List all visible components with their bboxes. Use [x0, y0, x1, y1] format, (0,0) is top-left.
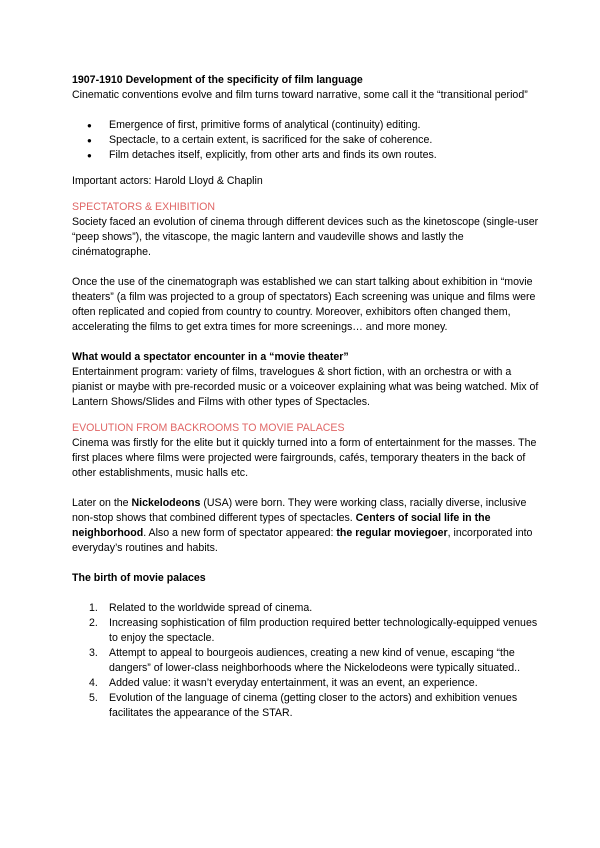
subheading-spectator-encounter: What would a spectator encounter in a “movie theater”: [72, 351, 349, 363]
section-1-intro: Cinematic conventions evolve and film turns toward narrative, some call it the “transitional period”: [72, 89, 528, 101]
list-text: Increasing sophistication of film production required better technologically-equipped venues to enjoy the spectacle.: [109, 617, 538, 644]
text-run: , incorporated into everyday’s routines and habits.: [72, 527, 533, 554]
section-1-heading: 1907-1910 Development of the specificity of film language: [72, 74, 363, 86]
list-number: 2.: [89, 617, 98, 629]
subheading-movie-palaces: The birth of movie palaces: [72, 572, 206, 584]
bullet-list: [72, 118, 540, 163]
list-item: [72, 646, 540, 676]
paragraph: Cinema was firstly for the elite but it quickly turned into a form of entertainment for the masses. The first places where films were projected were fairgrounds, cafés, temporary theaters in the back of other establishments, music halls etc.: [72, 437, 537, 479]
list-item: ● Emergence of first, primitive forms of analytical (continuity) editing.: [72, 118, 540, 133]
list-item: ● Film detaches itself, explicitly, from other arts and finds its own routes.: [72, 148, 540, 163]
list-text: Attempt to appeal to bourgeois audiences, creating a new kind of venue, escaping “the dangers” of lower-class neighborhoods where the Nickelodeons were typically situated..: [109, 647, 521, 674]
text-run: . Also a new form of spectator appeared:: [143, 527, 337, 539]
term-centers-social-life: Centers of social life in the neighborhood: [72, 512, 491, 539]
list-item: [72, 616, 540, 646]
term-nickelodeons: Nickelodeons: [131, 497, 201, 509]
paragraph: Society faced an evolution of cinema through different devices such as the kinetoscope (single-user “peep shows”), the vitascope, the magic lantern and vaudeville shows and lastly the cinématographe.: [72, 216, 539, 258]
list-text: Added value: it wasn’t everyday entertainment, it was an event, an experience.: [109, 677, 478, 689]
list-number: 3.: [89, 647, 98, 659]
list-number: 5.: [89, 692, 98, 704]
section-heading-evolution: EVOLUTION FROM BACKROOMS TO MOVIE PALACES: [72, 422, 345, 434]
text-run: (USA) were born. They were working class, racially diverse, inclusive non-stop shows that combined different types of spectacles.: [72, 497, 527, 524]
list-text: Evolution of the language of cinema (getting closer to the actors) and exhibition venues facilitates the appearance of the STAR.: [109, 692, 518, 719]
paragraph: Entertainment program: variety of films, travelogues & short fiction, with an orchestra or with a pianist or maybe with pre-recorded music or a voiceover explaining what was being watched. Mix of Lantern Shows/Slides and Films with other types of Spectacles.: [72, 366, 539, 408]
list-text: Related to the worldwide spread of cinema.: [109, 602, 313, 614]
list-number: 4.: [89, 677, 98, 689]
paragraph: Once the use of the cinematograph was established we can start talking about exhibition in “movie theaters” (a film was projected to a group of spectators) Each screening was unique and films were often replicated and copied from country to country. Moreover, exhibitors often changed them, accelerating the films to get extra times for more screenings… and more money.: [72, 276, 536, 333]
list-item: [72, 676, 540, 691]
term-regular-moviegoer: the regular moviegoer: [336, 527, 448, 539]
numbered-list: [72, 601, 540, 721]
paragraph-nickelodeons: [72, 496, 540, 556]
important-actors: Important actors: Harold Lloyd & Chaplin: [72, 175, 263, 187]
list-item: ● Spectacle, to a certain extent, is sacrificed for the sake of coherence.: [72, 133, 540, 148]
section-heading-spectators: SPECTATORS & EXHIBITION: [72, 201, 216, 213]
text-run: Later on the: [72, 497, 132, 509]
list-number: 1.: [89, 602, 98, 614]
list-item: [72, 691, 540, 721]
list-item: [72, 601, 540, 616]
